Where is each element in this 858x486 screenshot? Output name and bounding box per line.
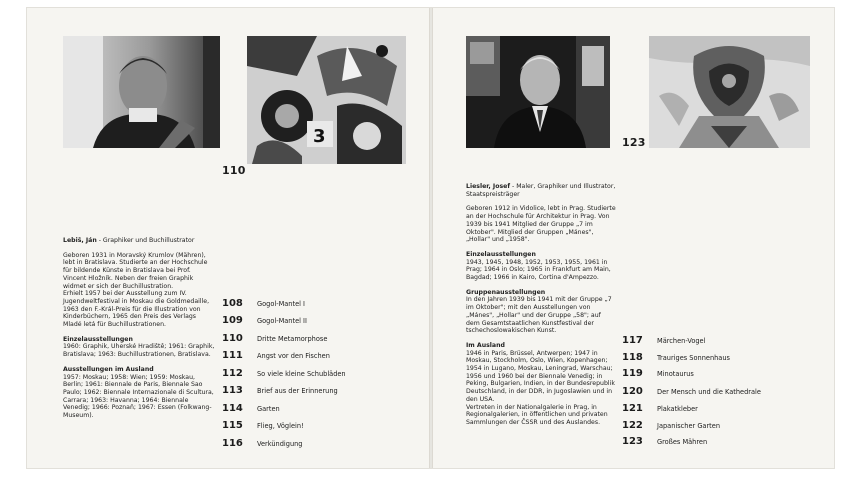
abroad-exhibitions-heading: Im Ausland: [466, 341, 505, 349]
work-title: Verkündigung: [257, 440, 303, 448]
portrait-photo-lebis: [63, 36, 220, 148]
work-title: Garten: [257, 405, 280, 413]
solo-exhibitions-heading: Einzelausstellungen: [466, 250, 536, 258]
work-number: 114: [222, 403, 243, 414]
work-title: Japanischer Garten: [657, 422, 721, 430]
work-number: 111: [222, 350, 243, 361]
work-title: Plakatkleber: [657, 405, 698, 413]
work-number: 115: [222, 420, 243, 431]
work-number: 118: [622, 352, 643, 363]
artist-awards: Erhielt 1957 bei der Ausstellung zum IV. Jugendweltfestival in Moskau die Goldmedaille, 1963 den F.-Král-Preis für die Illustration von Kinderbüchern, 1965 den Preis des Verlags Mladé letá für Buchillustrationen.: [63, 290, 210, 329]
work-number: 117: [622, 335, 643, 346]
work-title: Angst vor den Fischen: [257, 352, 330, 360]
work-number: 109: [222, 315, 243, 326]
work-title: Minotaurus: [657, 370, 694, 378]
collections-text: Vertreten in der Nationalgalerie in Prag, in Regionalgalerien, in öffentlichen und privaten Sammlungen der ČSSR und des Auslandes.: [466, 403, 608, 426]
work-number: 123: [622, 436, 643, 447]
solo-exhibitions-text: 1943, 1945, 1948, 1952, 1953, 1955, 1961 in Prag; 1964 in Oslo; 1965 in Frankfurt am Main, Bagdad; 1966 in Kairo, Cortina d'Ampezzo.: [466, 258, 611, 282]
solo-exhibitions-heading: Einzelausstellungen: [63, 335, 133, 343]
work-number: 116: [222, 438, 243, 449]
artist-bio-lebis: [63, 237, 216, 420]
work-title: Flieg, Vöglein!: [257, 422, 304, 430]
group-exhibitions-heading: Gruppenausstellungen: [466, 288, 546, 296]
work-number: 122: [622, 420, 643, 431]
artist-biography: Geboren 1912 in Vidolice, lebt in Prag. Studierte an der Hochschule für Architektur in Prag. Von 1939 bis 1941 Mitglied der Gruppe „7 im Oktober". Mitglied der Gruppen „Mánes", „Hollar" und „1958".: [466, 205, 616, 244]
work-title: Gogol-Mantel II: [257, 317, 307, 325]
work-title: Märchen-Vogel: [657, 337, 706, 345]
work-number: 112: [222, 368, 243, 379]
portrait-photo-liesler: [466, 36, 610, 148]
work-number: 120: [622, 386, 643, 397]
work-number: 108: [222, 298, 243, 309]
work-title: So viele kleine Schubläden: [257, 370, 346, 378]
artist-name: Liesler, Josef: [466, 183, 511, 190]
artist-name: Lebiš, Ján: [63, 237, 97, 244]
abroad-exhibitions-text: 1946 in Paris, Brüssel, Antwerpen; 1947 in Moskau, Stockholm, Oslo, Wien, Kopenhagen; 1954 in Lugano, Moskau, Leningrad, Warschau; 1956 und 1960 bei der Biennale Venedig; in Peking, Bulgarien, Indien, in der Bundesrepublik Deutschland, in der DDR, in Jugoslawien und in den USA.: [466, 349, 615, 403]
work-number: 119: [622, 368, 643, 379]
svg-text:3: 3: [313, 126, 326, 147]
artist-bio-liesler: [466, 183, 616, 427]
group-exhibitions-text: In den Jahren 1939 bis 1941 mit der Gruppe „7 im Oktober"; mit den Ausstellungen von „Mánes", „Hollar" und der Gruppe „58"; auf dem Gesamtstaatlichen Kunstfestival der tschechoslowakischen Kunst.: [466, 296, 612, 335]
artwork-plate-110: [247, 36, 406, 164]
work-title: Gogol-Mantel I: [257, 300, 305, 308]
work-title: Dritte Metamorphose: [257, 335, 328, 343]
book-gutter: [429, 8, 433, 468]
work-title: Der Mensch und die Kathedrale: [657, 388, 761, 396]
artwork-plate-123: [649, 36, 810, 148]
work-title: Großes Mähren: [657, 438, 708, 446]
work-title: Trauriges Sonnenhaus: [657, 354, 730, 362]
plate-number-right: 123: [622, 136, 646, 149]
work-number: 113: [222, 385, 243, 396]
abroad-exhibitions-heading: Ausstellungen im Ausland: [63, 365, 154, 373]
solo-exhibitions-text: 1960: Graphik, Uherské Hradiště; 1961: Graphik, Bratislava; 1963: Buchillustrationen, Bratislava.: [63, 343, 215, 359]
artist-biography: Geboren 1931 in Moravský Krumlov (Mähren), lebt in Bratislava. Studierte an der Hochschule für bildende Künste in Bratislava bei Prof. Vincent Hložník. Neben der freien Graphik widmet er sich der Buchillustration.: [63, 251, 208, 290]
work-title: Brief aus der Erinnerung: [257, 387, 338, 395]
abroad-exhibitions-text: 1957: Moskau; 1958: Wien; 1959: Moskau, Berlin; 1961: Biennale de Paris, Biennale Sao Paulo; 1962: Biennale Internazionale di Scultura, Carrara; 1963: Havanna; 1964: Biennale Venedig; 1966: Poznaň; 1967: Essen (Folkwang-Museum).: [63, 373, 214, 420]
plate-number-left: 110: [222, 164, 246, 177]
artist-role: - Graphiker und Buchillustrator: [96, 237, 195, 244]
artist-role: - Maler, Graphiker und Illustrator, Staatspreisträger: [466, 183, 616, 198]
work-number: 110: [222, 333, 243, 344]
work-number: 121: [622, 403, 643, 414]
